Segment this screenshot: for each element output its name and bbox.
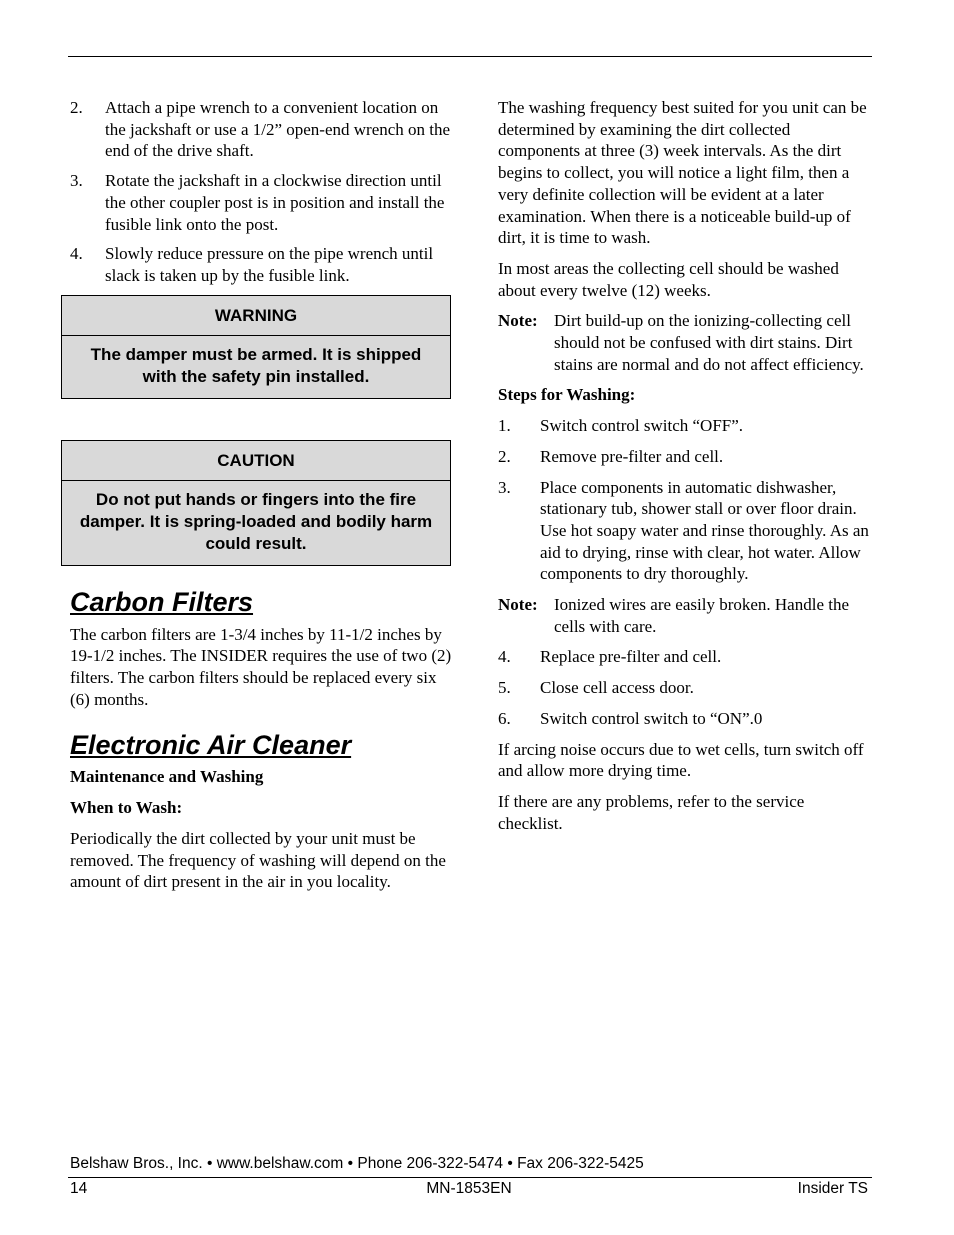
document-number: MN-1853EN (426, 1180, 512, 1197)
note-text: Ionized wires are easily broken. Handle the cells with care. (554, 595, 850, 636)
note-ionized-wires (498, 594, 872, 637)
warning-text: The damper must be armed. It is shipped with the safety pin installed. (90, 344, 422, 386)
carbon-filters-text: The carbon filters are 1-3/4 inches by 11-1/2 inches by 19-1/2 inches. The INSIDER requires the use of two (2) filters. The carbon filters should be replaced every six (6) months. (70, 624, 452, 709)
footer-company-info: Belshaw Bros., Inc. • www.belshaw.com • Phone 206-322-5474 • Fax 206-322-5425 (70, 1155, 644, 1172)
step-text: Remove pre-filter and cell. (540, 446, 724, 466)
note-label: Note: (498, 595, 538, 615)
arcing-noise-text: If arcing noise occurs due to wet cells, turn switch off and allow more drying time. (498, 739, 864, 781)
carbon-filters-heading: Carbon Filters (70, 586, 254, 617)
caution-title: CAUTION (62, 441, 450, 481)
list-item (498, 446, 872, 468)
step-number: 4. (70, 244, 83, 264)
note-dirt-buildup (498, 310, 872, 375)
step-number: 3. (70, 171, 83, 191)
list-item (70, 97, 452, 162)
caution-text: Do not put hands or fingers into the fire damper. It is spring-loaded and bodily harm could result. (79, 489, 433, 553)
step-number: 2. (70, 98, 83, 117)
list-item (498, 646, 872, 668)
list-item (498, 708, 872, 730)
service-checklist-text: If there are any problems, refer to the service checklist. (498, 791, 805, 833)
left-column (70, 97, 452, 893)
step-text: Slowly reduce pressure on the pipe wrench until slack is taken up by the fusible link. (105, 244, 434, 285)
footer-rule (68, 1177, 872, 1178)
list-item (70, 243, 452, 286)
caution-box (61, 440, 451, 566)
list-item (498, 677, 872, 699)
step-number: 6. (498, 708, 511, 728)
arming-steps (70, 97, 452, 287)
washing-frequency-text: The washing frequency best suited for you unit can be determined by examining the dirt collected components at three (3) week intervals. As the dirt begins to collect, you will notice a light film, then a very definite collection will be evident at a later examination. When there is a noticeable build-up of dirt, it is time to wash. (498, 98, 867, 248)
header-rule (68, 56, 872, 57)
warning-title: WARNING (62, 296, 450, 336)
right-column (498, 97, 872, 834)
step-text: Attach a pipe wrench to a convenient location on the jackshaft or use a 1/2” open-end wrench on the end of the drive shaft. (105, 98, 451, 161)
step-text: Rotate the jackshaft in a clockwise direction until the other coupler post is in position and install the fusible link onto the post. (105, 171, 445, 234)
step-number: 1. (498, 416, 511, 436)
step-number: 5. (498, 678, 511, 698)
collecting-cell-text: In most areas the collecting cell should be washed about every twelve (12) weeks. (498, 258, 839, 300)
when-to-wash-text: Periodically the dirt collected by your unit must be removed. The frequency of washing will depend on the amount of dirt present in the air in you locality. (70, 828, 446, 892)
product-name: Insider TS (797, 1180, 868, 1197)
step-number: 2. (498, 446, 511, 466)
footer (70, 1180, 868, 1202)
step-text: Switch control switch “OFF”. (540, 416, 744, 436)
page-number: 14 (70, 1180, 88, 1197)
step-text: Replace pre-filter and cell. (540, 647, 722, 667)
step-number: 3. (498, 477, 511, 497)
washing-steps-continued (498, 646, 872, 729)
step-text: Place components in automatic dishwasher, stationary tub, shower stall or over floor drain. Use hot soapy water and rinse thoroughly. As an aid to drying, rinse with clear, hot water. Allow components to dry thoroughly. (540, 477, 869, 584)
when-to-wash-subheading: When to Wash: (70, 798, 183, 818)
steps-for-washing-heading: Steps for Washing: (498, 385, 636, 405)
note-label: Note: (498, 311, 538, 331)
step-text: Close cell access door. (540, 678, 694, 698)
maintenance-subheading: Maintenance and Washing (70, 767, 264, 787)
step-number: 4. (498, 647, 511, 667)
washing-steps (498, 415, 872, 585)
list-item (498, 415, 872, 437)
note-text: Dirt build-up on the ionizing-collecting cell should not be confused with dirt stains. Dirt stains are normal and do not affect efficiency. (554, 311, 864, 374)
step-text: Switch control switch to “ON”.0 (540, 708, 763, 728)
warning-box (61, 295, 451, 399)
electronic-air-cleaner-heading: Electronic Air Cleaner (70, 730, 352, 761)
list-item (70, 170, 452, 235)
list-item (498, 477, 872, 586)
